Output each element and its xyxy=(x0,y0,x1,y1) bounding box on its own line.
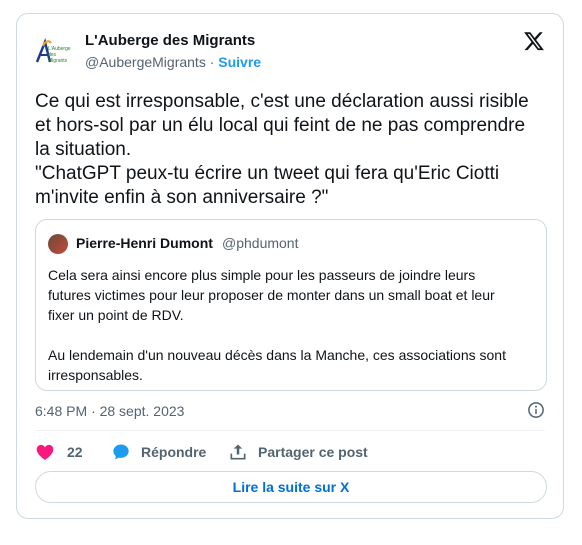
handle-separator: · xyxy=(209,54,215,70)
author-avatar[interactable] xyxy=(31,32,71,72)
speech-bubble-icon xyxy=(111,442,131,462)
divider xyxy=(35,430,545,431)
share-upload-icon xyxy=(228,442,248,462)
tweet-text: Ce qui est irresponsable, c'est une déclaration aussi risible et hors-sol par un élu local qui feint de ne pas comprendre la situation. "ChatGPT peux-tu écrire un tweet qui fera qu'Eric Ciotti m'invite enfin à son anniversaire ?" xyxy=(35,91,529,208)
like-count: 22 xyxy=(67,444,83,460)
follow-button[interactable]: Suivre xyxy=(218,54,262,70)
author-name[interactable]: L'Auberge des Migrants xyxy=(85,32,256,49)
like-button[interactable] xyxy=(35,441,83,463)
reply-label: Répondre xyxy=(141,444,207,460)
quoted-tweet[interactable] xyxy=(35,219,547,391)
info-icon[interactable] xyxy=(527,401,545,419)
quote-author-name[interactable]: Pierre-Henri Dumont xyxy=(76,235,213,251)
quote-text: Cela sera ainsi encore plus simple pour les passeurs de joindre leurs futures victimes pour leur proposer de monter dans un small boat et leur fixer un point de RDV. Au lendemain d'un nouveau décès dans la Manche, ces associations sont irresponsables. xyxy=(48,267,506,383)
tweet-timestamp[interactable]: 6:48 PM · 28 sept. 2023 xyxy=(35,403,185,419)
heart-icon xyxy=(35,442,55,462)
share-button[interactable] xyxy=(228,441,368,463)
quote-author-avatar[interactable] xyxy=(48,234,68,254)
read-more-button[interactable]: Lire la suite sur X xyxy=(35,471,547,503)
share-label: Partager ce post xyxy=(258,444,368,460)
author-handle[interactable]: @AubergeMigrants xyxy=(85,54,206,70)
avatar-brand-text: L'Auberge des Migrants xyxy=(48,46,71,64)
quote-author-handle[interactable]: @phdumont xyxy=(222,235,299,251)
author-handle-line xyxy=(85,54,261,70)
action-bar xyxy=(35,441,547,463)
reply-button[interactable] xyxy=(111,441,206,463)
tweet-card xyxy=(16,13,564,519)
x-logo-icon[interactable] xyxy=(523,30,545,52)
